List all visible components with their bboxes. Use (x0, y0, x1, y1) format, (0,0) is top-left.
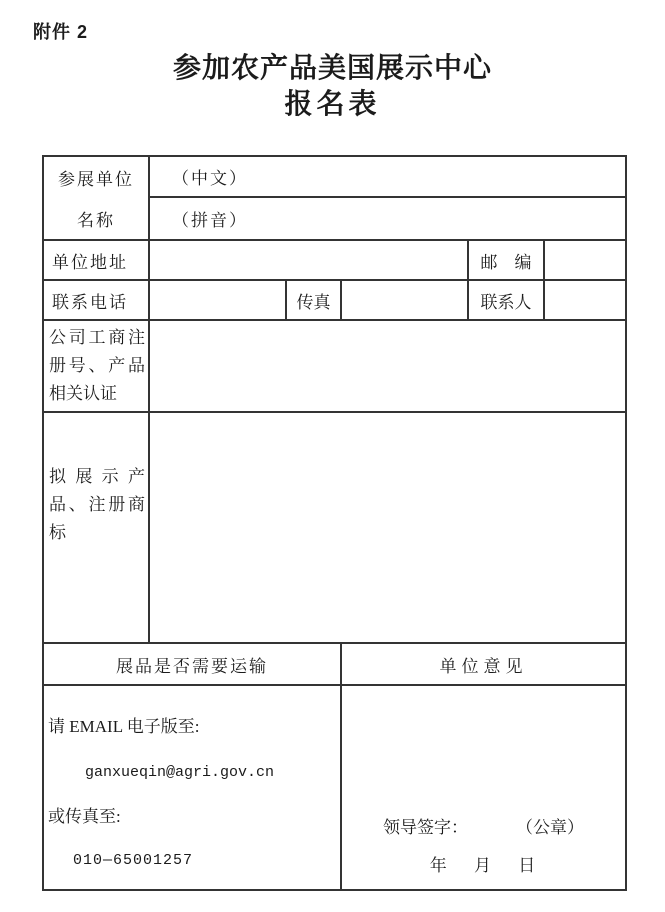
seal-label: （公章） (516, 818, 584, 837)
address-label-cell: 单位地址 (43, 240, 149, 280)
products-label-cell (43, 412, 149, 643)
approval-cell (341, 685, 626, 890)
unit-name-label-line2: 名称 (77, 211, 115, 230)
fax-number: 010—65001257 (73, 852, 194, 869)
products-label: 拟展示产品、注册商标 (49, 466, 145, 542)
contact-value-cell (544, 280, 626, 320)
opinion-header-cell: 单位意见 (341, 643, 626, 685)
registration-value-cell (149, 320, 626, 412)
form-title (0, 50, 665, 122)
phone-label-cell: 联系电话 (43, 280, 149, 320)
email-instruction: 请 EMAIL 电子版至: (48, 717, 200, 736)
unit-name-label-cell (43, 156, 149, 240)
unit-name-label-line1: 参展单位 (58, 170, 134, 189)
shipping-header-cell: 展品是否需要运输 (43, 643, 341, 685)
form-title-line2: 报名表 (284, 88, 381, 119)
products-value-cell (149, 412, 626, 643)
unit-name-pinyin-cell (149, 197, 626, 240)
submission-cell (43, 685, 341, 890)
attachment-label: 附件 2 (33, 22, 89, 42)
email-address: ganxueqin@agri.gov.cn (85, 764, 275, 781)
address-value-cell (149, 240, 468, 280)
form-title-line1: 参加农产品美国展示中心 (172, 52, 492, 83)
unit-name-chinese-cell (149, 156, 626, 197)
registration-form-table (42, 155, 627, 891)
date-label: 年 月 日 (429, 856, 538, 875)
registration-label: 公司工商注册号、产品相关认证 (49, 328, 145, 403)
fax-value-cell (341, 280, 468, 320)
fax-label-cell: 传真 (286, 280, 341, 320)
postal-label-cell: 邮 编 (468, 240, 544, 280)
signature-label: 领导签字： (383, 818, 468, 837)
registration-label-cell (43, 320, 149, 412)
pinyin-tag: （拼音） (172, 210, 248, 230)
fax-instruction: 或传真至: (48, 807, 121, 826)
phone-value-cell (149, 280, 286, 320)
contact-label-cell: 联系人 (468, 280, 544, 320)
chinese-tag: （中文） (172, 168, 248, 188)
postal-value-cell (544, 240, 626, 280)
